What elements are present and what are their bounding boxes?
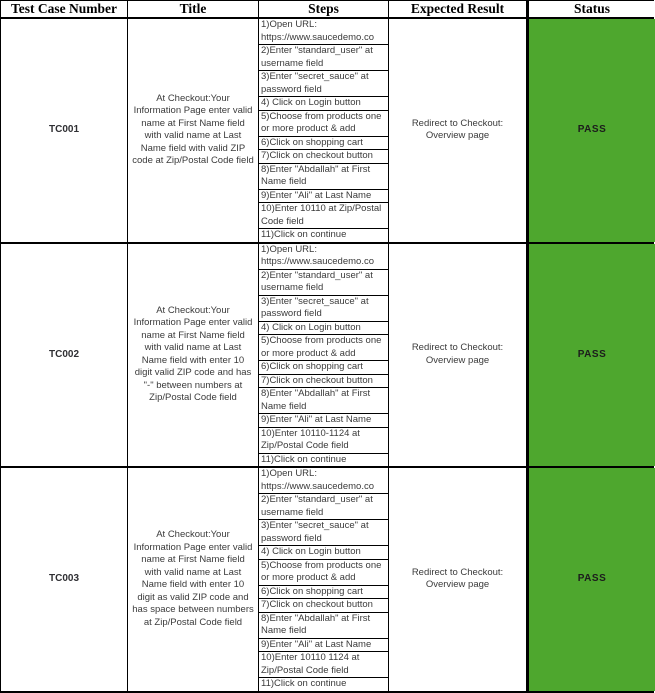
steps-cell	[259, 244, 389, 467]
step-item: 11)Click on continue	[261, 229, 347, 240]
test-case-number-cell: TC001	[1, 19, 128, 242]
step-item: 8)Enter "Abdallah" at First Name field	[259, 388, 388, 414]
step-item: 11)Click on continue	[261, 678, 347, 689]
expected-result-cell: Redirect to Checkout: Overview page	[389, 19, 529, 242]
steps-cell	[259, 468, 389, 691]
step-item: 6)Click on shopping cart	[259, 586, 388, 600]
step-item: 7)Click on checkout button	[259, 599, 388, 613]
step-item: 6)Click on shopping cart	[259, 137, 388, 151]
status-badge: PASS	[529, 468, 655, 691]
status-badge: PASS	[529, 244, 655, 467]
step-item: 5)Choose from products one or more product & add	[259, 111, 388, 137]
step-item: 2)Enter "standard_user" at username field	[259, 270, 388, 296]
step-item: 8)Enter "Abdallah" at First Name field	[259, 613, 388, 639]
step-item: 11)Click on continue	[261, 453, 347, 465]
step-item: 9)Enter "Ali" at Last Name	[259, 414, 388, 428]
status-badge: PASS	[529, 19, 655, 242]
expected-result-cell: Redirect to Checkout: Overview page	[389, 468, 529, 691]
header-cell-steps: Steps	[259, 1, 389, 17]
table-header-row	[1, 0, 654, 19]
step-item: 3)Enter "secret_sauce" at password field	[259, 71, 388, 97]
expected-result-cell: Redirect to Checkout: Overview page	[389, 244, 529, 467]
step-item: 4) Click on Login button	[259, 322, 388, 336]
step-item: 9)Enter "Ali" at Last Name	[259, 639, 388, 653]
step-item: 8)Enter "Abdallah" at First Name field	[259, 164, 388, 190]
step-item: 1)Open URL: https://www.saucedemo.co	[259, 19, 388, 45]
header-cell-test-case-number: Test Case Number	[1, 1, 128, 17]
step-item: 1)Open URL: https://www.saucedemo.co	[259, 244, 388, 270]
table-row-tc003	[1, 468, 654, 693]
step-item: 7)Click on checkout button	[259, 150, 388, 164]
title-cell: At Checkout:Your Information Page enter valid name at First Name field with valid name at Last Name field with valid ZIP code at Zip/Postal Code field	[128, 19, 259, 242]
step-item: 7)Click on checkout button	[259, 375, 388, 389]
step-item: 5)Choose from products one or more product & add	[259, 335, 388, 361]
title-cell: At Checkout:Your Information Page enter valid name at First Name field with valid name at Last Name field with enter 10 digit valid ZIP code and has "-" between numbers at Zip/Postal Code field	[128, 244, 259, 467]
table-row-tc001	[1, 19, 654, 244]
header-cell-status: Status	[573, 1, 610, 16]
step-item: 2)Enter "standard_user" at username field	[259, 45, 388, 71]
step-item: 3)Enter "secret_sauce" at password field	[259, 520, 388, 546]
step-item: 10)Enter 10110-1124 at Zip/Postal Code field	[259, 428, 388, 454]
step-item: 1)Open URL: https://www.saucedemo.co	[259, 468, 388, 494]
step-item: 10)Enter 10110 1124 at Zip/Postal Code field	[259, 652, 388, 678]
test-case-number-cell: TC002	[1, 244, 128, 467]
step-item: 6)Click on shopping cart	[259, 361, 388, 375]
step-item: 2)Enter "standard_user" at username field	[259, 494, 388, 520]
header-cell-title: Title	[128, 1, 259, 17]
step-item: 4) Click on Login button	[259, 97, 388, 111]
test-case-number-cell: TC003	[1, 468, 128, 691]
steps-cell	[259, 19, 389, 242]
step-item: 4) Click on Login button	[259, 546, 388, 560]
table-row-tc002	[1, 244, 654, 469]
step-item: 9)Enter "Ali" at Last Name	[259, 190, 388, 204]
step-item: 10)Enter 10110 at Zip/Postal Code field	[259, 203, 388, 229]
step-item: 3)Enter "secret_sauce" at password field	[259, 296, 388, 322]
title-cell: At Checkout:Your Information Page enter valid name at First Name field with valid name at Last Name field with enter 10 digit as valid ZIP code and has space between numbers at Zip/Postal Code field	[128, 468, 259, 691]
step-item: 5)Choose from products one or more product & add	[259, 560, 388, 586]
header-cell-expected-result: Expected Result	[389, 1, 529, 17]
